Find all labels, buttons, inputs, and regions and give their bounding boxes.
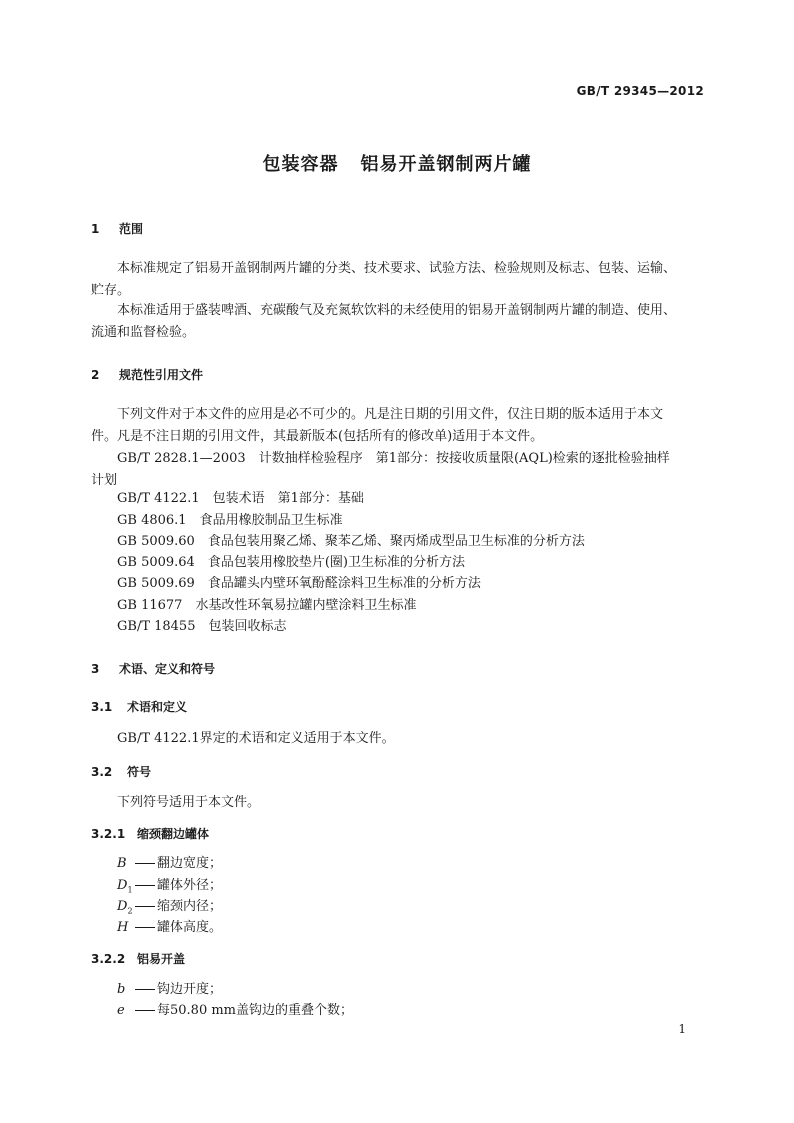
reference-item: GB 11677 水基改性环氧易拉罐内壁涂料卫生标准 [117,598,417,613]
reference-item: GB/T 4122.1 包装术语 第1部分：基础 [117,491,364,506]
section-3-1-text: GB/T 4122.1界定的术语和定义适用于本文件。 [117,731,395,746]
section-2-heading: 2 规范性引用文件 [91,368,204,382]
section-1-heading: 1 范围 [91,222,144,236]
symbol-row: $D_1$ 罐体外径； [117,878,223,895]
title-part2: 铝易开盖钢制两片罐 [360,154,532,175]
symbol-row: e 每50.80 mm盖钩边的重叠个数； [117,1003,354,1018]
reference-gbt-2828: GB/T 2828.1—2003 计数抽样检验程序 第1部分：按接收质量限(AQL)检索的逐批检验抽样 计划 [91,451,670,488]
section-2-intro: 下列文件对于本文件的应用是必不可少的。凡是注日期的引用文件，仅注日期的版本适用于本文 件。凡是不注日期的引用文件，其最新版本(包括所有的修改单)适用于本文件。 [91,407,664,444]
symbol-row: b 钩边开度； [117,982,223,997]
reference-item: GB 5009.60 食品包装用聚乙烯、聚苯乙烯、聚丙烯成型品卫生标准的分析方法 [117,534,585,549]
reference-item: GB/T 18455 包装回收标志 [117,619,287,634]
title-part1: 包装容器 [262,154,339,175]
section-3-heading: 3 术语、定义和符号 [91,662,216,676]
reference-item: GB 5009.64 食品包装用橡胶垫片(圈)卫生标准的分析方法 [117,555,466,570]
symbol-row: H 罐体高度。 [117,920,223,935]
standard-number: GB/T 29345—2012 [576,84,704,98]
section-1-para-1: 本标准规定了铝易开盖钢制两片罐的分类、技术要求、试验方法、检验规则及标志、包装、运输、 贮存。 [91,261,677,298]
section-3-1-heading: 3.1 术语和定义 [91,700,188,714]
page-number: 1 [678,1022,686,1036]
section-1-para-2: 本标准适用于盛装啤酒、充碳酸气及充氮软饮料的未经使用的铝易开盖钢制两片罐的制造、使用、 流通和监督检验。 [91,303,677,340]
reference-item: GB 5009.69 食品罐头内壁环氧酚醛涂料卫生标准的分析方法 [117,576,481,591]
section-3-2-heading: 3.2 符号 [91,765,152,779]
section-3-2-1-heading: 3.2.1 缩颈翻边罐体 [91,827,210,841]
section-3-2-text: 下列符号适用于本文件。 [117,795,261,810]
document-title [0,150,794,176]
section-3-2-2-heading: 3.2.2 铝易开盖 [91,952,186,966]
reference-item: GB 4806.1 食品用橡胶制品卫生标准 [117,513,343,528]
symbol-row: B 翻边宽度； [117,856,223,871]
symbol-row: $D_2$ 缩颈内径； [117,899,223,916]
